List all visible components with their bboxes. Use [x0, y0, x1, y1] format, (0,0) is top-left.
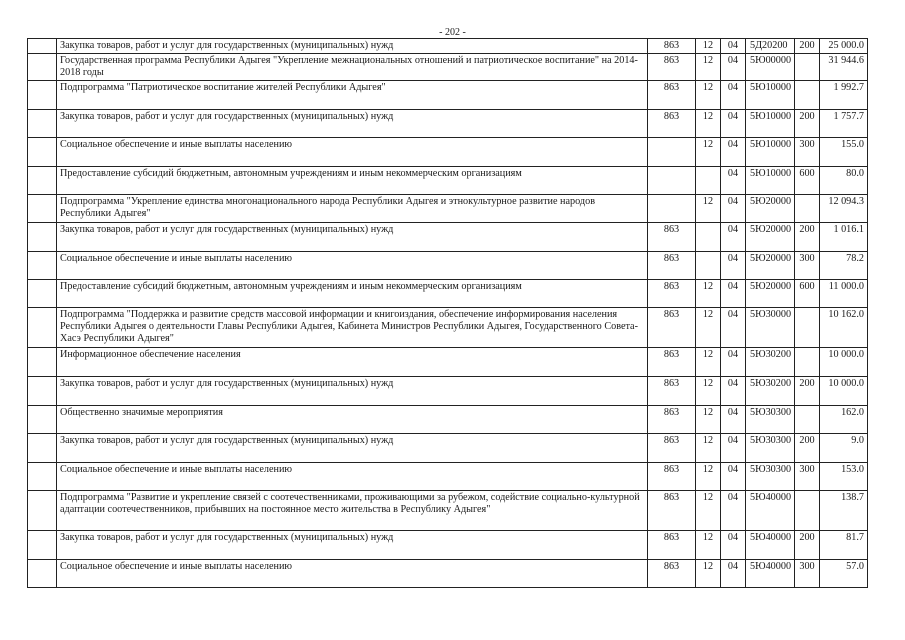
table-row	[28, 490, 868, 530]
section-code: 12	[696, 194, 721, 222]
amount: 153.0	[820, 462, 868, 490]
expense-type-code: 200	[795, 530, 820, 559]
row-number-cell	[28, 347, 57, 376]
row-number-cell	[28, 405, 57, 433]
row-number-cell	[28, 279, 57, 307]
item-name: Подпрограмма "Развитие и укрепление связей с соотечественниками, проживающими за рубежом, содействие социально-культурной адаптации соотечественников, прибывших на постоянное место жительства в Республику Адыгея"	[57, 490, 648, 530]
ministry-code: 863	[648, 251, 696, 279]
amount: 10 000.0	[820, 376, 868, 405]
target-article-code: 5Ю20000	[746, 279, 795, 307]
item-name: Социальное обеспечение и иные выплаты населению	[57, 462, 648, 490]
subsection-code: 04	[721, 462, 746, 490]
expense-type-code	[795, 347, 820, 376]
section-code: 12	[696, 433, 721, 462]
amount: 81.7	[820, 530, 868, 559]
item-name: Предоставление субсидий бюджетным, автономным учреждениям и иным некоммерческим организациям	[57, 166, 648, 194]
section-code: 12	[696, 347, 721, 376]
amount: 31 944.6	[820, 54, 868, 81]
target-article-code: 5Ю40000	[746, 490, 795, 530]
target-article-code: 5Ю30300	[746, 433, 795, 462]
row-number-cell	[28, 490, 57, 530]
row-number-cell	[28, 109, 57, 137]
expense-type-code	[795, 405, 820, 433]
item-name: Государственная программа Республики Адыгея "Укрепление межнациональных отношений и патриотическое воспитание" на 2014-2018 годы	[57, 54, 648, 81]
ministry-code: 863	[648, 307, 696, 347]
expense-type-code: 600	[795, 166, 820, 194]
ministry-code: 863	[648, 376, 696, 405]
ministry-code: 863	[648, 279, 696, 307]
item-name: Социальное обеспечение и иные выплаты населению	[57, 559, 648, 587]
amount: 80.0	[820, 166, 868, 194]
expense-type-code	[795, 490, 820, 530]
table-row	[28, 194, 868, 222]
section-code: 12	[696, 109, 721, 137]
table-row	[28, 347, 868, 376]
ministry-code: 863	[648, 54, 696, 81]
item-name: Подпрограмма "Поддержка и развитие средств массовой информации и книгоиздания, обеспечение информирования населения Республики Адыгея о деятельности Главы Республики Адыгея, Кабинета Министров Республики Адыгея, Государственного Совета-Хасэ Республики Адыгея"	[57, 307, 648, 347]
row-number-cell	[28, 251, 57, 279]
section-code: 12	[696, 490, 721, 530]
table-row	[28, 279, 868, 307]
target-article-code: 5Ю30200	[746, 347, 795, 376]
subsection-code: 04	[721, 376, 746, 405]
section-code: 12	[696, 80, 721, 109]
target-article-code: 5Ю20000	[746, 194, 795, 222]
table-row	[28, 433, 868, 462]
subsection-code: 04	[721, 39, 746, 54]
target-article-code: 5Ю30000	[746, 307, 795, 347]
row-number-cell	[28, 559, 57, 587]
row-number-cell	[28, 433, 57, 462]
expense-type-code: 300	[795, 462, 820, 490]
row-number-cell	[28, 307, 57, 347]
table-row	[28, 376, 868, 405]
section-code	[696, 251, 721, 279]
ministry-code: 863	[648, 109, 696, 137]
table-row	[28, 307, 868, 347]
ministry-code: 863	[648, 347, 696, 376]
table-row	[28, 109, 868, 137]
item-name: Информационное обеспечение населения	[57, 347, 648, 376]
target-article-code: 5Ю30300	[746, 462, 795, 490]
ministry-code: 863	[648, 80, 696, 109]
item-name: Общественно значимые мероприятия	[57, 405, 648, 433]
amount: 138.7	[820, 490, 868, 530]
amount: 12 094.3	[820, 194, 868, 222]
subsection-code: 04	[721, 490, 746, 530]
row-number-cell	[28, 530, 57, 559]
table-row	[28, 80, 868, 109]
item-name: Закупка товаров, работ и услуг для государственных (муниципальных) нужд	[57, 376, 648, 405]
section-code: 12	[696, 376, 721, 405]
budget-table	[27, 38, 868, 588]
item-name: Подпрограмма "Укрепление единства многонационального народа Республики Адыгея и этнокультурное развитие народов Республики Адыгея"	[57, 194, 648, 222]
target-article-code: 5Ю40000	[746, 530, 795, 559]
target-article-code: 5Ю30200	[746, 376, 795, 405]
ministry-code	[648, 194, 696, 222]
target-article-code: 5Д20200	[746, 39, 795, 54]
subsection-code: 04	[721, 222, 746, 251]
table-row	[28, 137, 868, 166]
row-number-cell	[28, 54, 57, 81]
table-row	[28, 559, 868, 587]
section-code	[696, 222, 721, 251]
section-code: 12	[696, 530, 721, 559]
amount: 10 000.0	[820, 347, 868, 376]
item-name: Закупка товаров, работ и услуг для государственных (муниципальных) нужд	[57, 39, 648, 54]
section-code: 12	[696, 405, 721, 433]
subsection-code: 04	[721, 433, 746, 462]
row-number-cell	[28, 137, 57, 166]
subsection-code: 04	[721, 54, 746, 81]
expense-type-code: 600	[795, 279, 820, 307]
ministry-code: 863	[648, 433, 696, 462]
amount: 1 992.7	[820, 80, 868, 109]
expense-type-code: 300	[795, 559, 820, 587]
target-article-code: 5Ю10000	[746, 109, 795, 137]
ministry-code: 863	[648, 490, 696, 530]
subsection-code: 04	[721, 80, 746, 109]
target-article-code: 5Ю10000	[746, 80, 795, 109]
ministry-code: 863	[648, 462, 696, 490]
item-name: Предоставление субсидий бюджетным, автономным учреждениям и иным некоммерческим организациям	[57, 279, 648, 307]
row-number-cell	[28, 376, 57, 405]
target-article-code: 5Ю20000	[746, 251, 795, 279]
subsection-code: 04	[721, 347, 746, 376]
target-article-code: 5Ю10000	[746, 166, 795, 194]
table-row	[28, 462, 868, 490]
row-number-cell	[28, 166, 57, 194]
row-number-cell	[28, 194, 57, 222]
amount: 9.0	[820, 433, 868, 462]
section-code: 12	[696, 54, 721, 81]
amount: 57.0	[820, 559, 868, 587]
expense-type-code	[795, 307, 820, 347]
ministry-code: 863	[648, 39, 696, 54]
page-number: - 202 -	[439, 27, 466, 38]
subsection-code: 04	[721, 194, 746, 222]
expense-type-code: 300	[795, 251, 820, 279]
expense-type-code	[795, 194, 820, 222]
table-row	[28, 54, 868, 81]
subsection-code: 04	[721, 307, 746, 347]
subsection-code: 04	[721, 530, 746, 559]
item-name: Социальное обеспечение и иные выплаты населению	[57, 137, 648, 166]
subsection-code: 04	[721, 251, 746, 279]
ministry-code: 863	[648, 559, 696, 587]
expense-type-code	[795, 80, 820, 109]
target-article-code: 5Ю40000	[746, 559, 795, 587]
expense-type-code: 200	[795, 222, 820, 251]
item-name: Подпрограмма "Патриотическое воспитание жителей Республики Адыгея"	[57, 80, 648, 109]
section-code: 12	[696, 462, 721, 490]
expense-type-code: 200	[795, 433, 820, 462]
section-code: 12	[696, 559, 721, 587]
table-row	[28, 251, 868, 279]
row-number-cell	[28, 462, 57, 490]
section-code: 12	[696, 39, 721, 54]
expense-type-code: 200	[795, 376, 820, 405]
amount: 155.0	[820, 137, 868, 166]
expense-type-code: 300	[795, 137, 820, 166]
subsection-code: 04	[721, 405, 746, 433]
table-body	[28, 39, 868, 588]
section-code	[696, 166, 721, 194]
subsection-code: 04	[721, 109, 746, 137]
table-row	[28, 39, 868, 54]
subsection-code: 04	[721, 166, 746, 194]
target-article-code: 5Ю00000	[746, 54, 795, 81]
subsection-code: 04	[721, 279, 746, 307]
target-article-code: 5Ю20000	[746, 222, 795, 251]
amount: 1 016.1	[820, 222, 868, 251]
item-name: Закупка товаров, работ и услуг для государственных (муниципальных) нужд	[57, 109, 648, 137]
amount: 1 757.7	[820, 109, 868, 137]
item-name: Закупка товаров, работ и услуг для государственных (муниципальных) нужд	[57, 433, 648, 462]
target-article-code: 5Ю30300	[746, 405, 795, 433]
table-row	[28, 405, 868, 433]
amount: 10 162.0	[820, 307, 868, 347]
section-code: 12	[696, 137, 721, 166]
ministry-code: 863	[648, 405, 696, 433]
amount: 25 000.0	[820, 39, 868, 54]
item-name: Закупка товаров, работ и услуг для государственных (муниципальных) нужд	[57, 530, 648, 559]
row-number-cell	[28, 39, 57, 54]
target-article-code: 5Ю10000	[746, 137, 795, 166]
ministry-code	[648, 137, 696, 166]
amount: 162.0	[820, 405, 868, 433]
item-name: Закупка товаров, работ и услуг для государственных (муниципальных) нужд	[57, 222, 648, 251]
item-name: Социальное обеспечение и иные выплаты населению	[57, 251, 648, 279]
ministry-code: 863	[648, 222, 696, 251]
ministry-code: 863	[648, 530, 696, 559]
amount: 11 000.0	[820, 279, 868, 307]
table-row	[28, 530, 868, 559]
ministry-code	[648, 166, 696, 194]
expense-type-code: 200	[795, 109, 820, 137]
row-number-cell	[28, 222, 57, 251]
section-code: 12	[696, 279, 721, 307]
table-row	[28, 166, 868, 194]
row-number-cell	[28, 80, 57, 109]
table-row	[28, 222, 868, 251]
section-code: 12	[696, 307, 721, 347]
expense-type-code: 200	[795, 39, 820, 54]
amount: 78.2	[820, 251, 868, 279]
expense-type-code	[795, 54, 820, 81]
subsection-code: 04	[721, 137, 746, 166]
subsection-code: 04	[721, 559, 746, 587]
